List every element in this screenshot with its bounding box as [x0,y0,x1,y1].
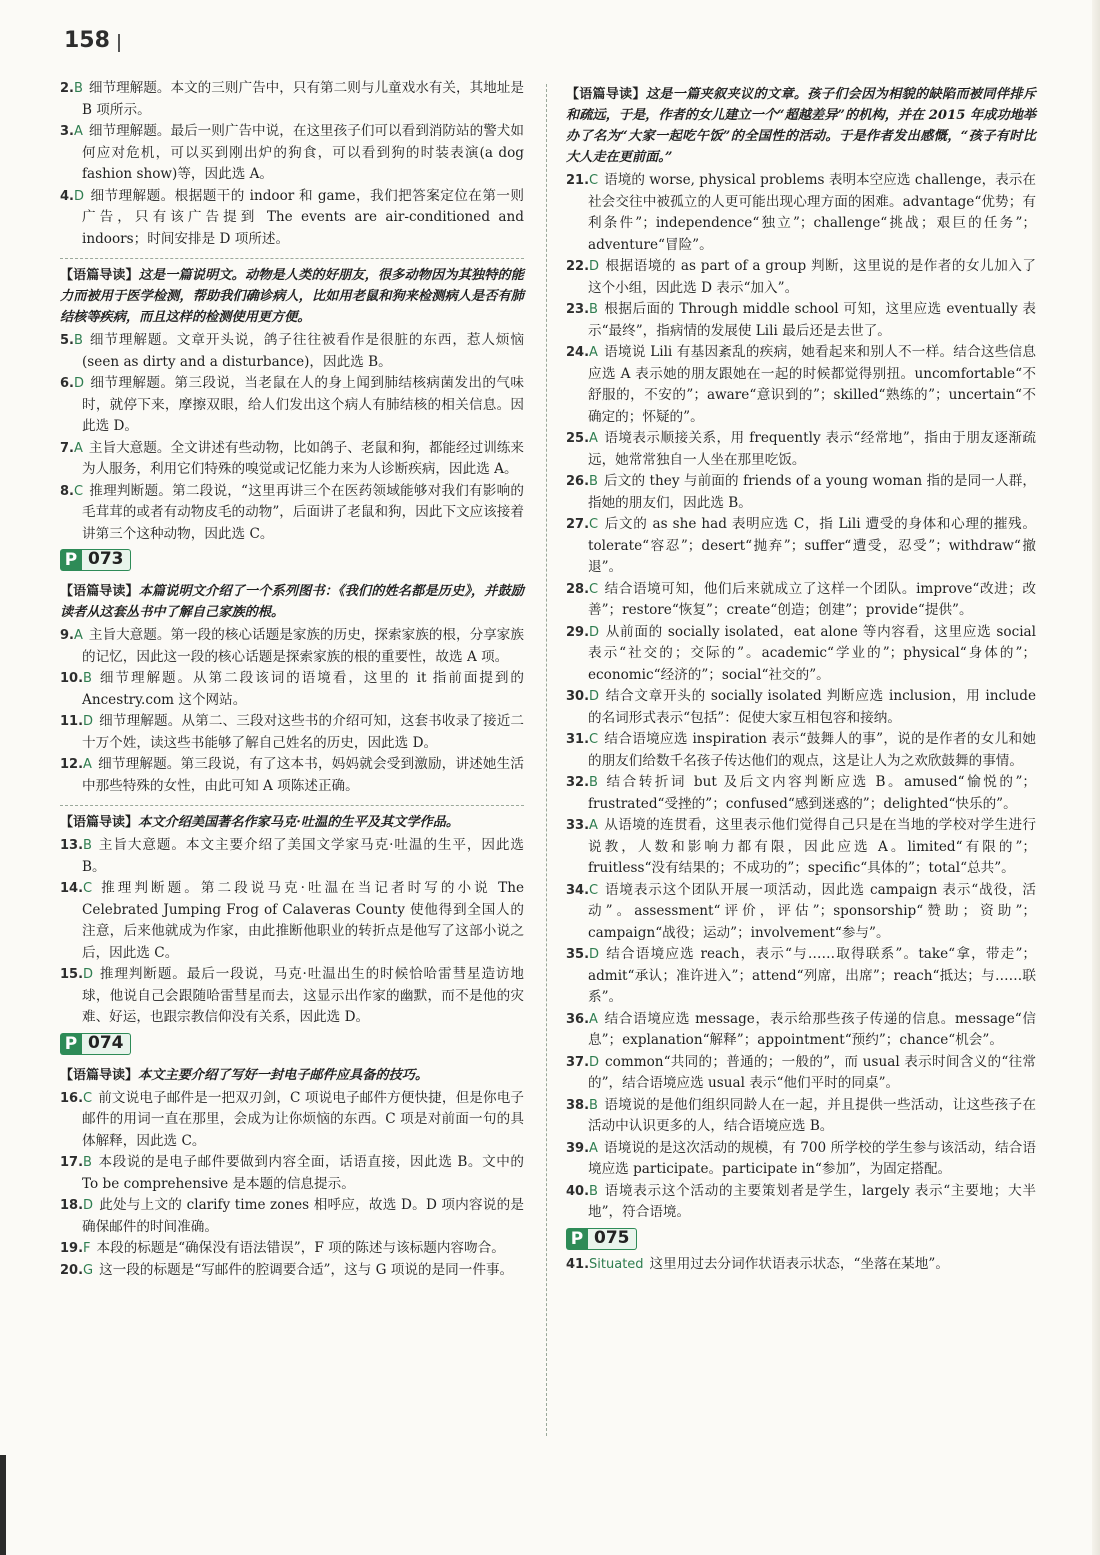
answer-item [60,373,524,438]
item-explanation: 细节理解题。从第二段该词的语境看，这里的 it 指前面提到的 Ancestry.com 这个网站。 [82,670,524,708]
item-answer: D [589,689,600,704]
item-answer: C [83,1090,93,1106]
item-explanation: 语境表示这个团队开展一项活动，因此选 campaign 表示“战役，活动”。assessment“评价，评估”；sponsorship“赞助；资助”；campaign“战役；运动”；involvement“参与”。 [588,881,1036,941]
answer-item [60,1238,524,1260]
item-answer: C [589,581,599,597]
page-number: 158 [64,28,110,53]
item-explanation: 语境表示顺接关系，用 frequently 表示“经常地”，指由于朋友逐渐疏远，她常常独自一人坐在那里吃饭。 [588,430,1036,468]
item-answer: C [589,517,599,532]
column-divider [546,84,547,1436]
answer-item [566,1181,1036,1224]
item-number: 11. [60,714,84,729]
item-answer: D [589,947,600,962]
section-code: 073 [82,549,131,571]
passage-guide-tag: 【语篇导读】 [60,268,139,283]
passage-guide [60,581,524,623]
item-number: 4. [60,188,74,204]
item-explanation: 这一段的标题是“写邮件的腔调要合适”，这与 G 项说的是同一件事。 [99,1261,514,1278]
item-answer: D [589,1054,600,1070]
item-answer: D [73,376,84,391]
answer-item [566,1138,1036,1181]
item-explanation: 细节理解题。本文的三则广告中，只有第二则与儿童戏水有关，其地址是 B 项所示。 [82,80,524,118]
answer-item [60,1088,524,1153]
item-explanation: 根据后面的 Through middle school 可知，这里应选 eventually 表示“最终”，指病情的发展使 Lili 最后还是去世了。 [588,301,1036,339]
item-explanation: 结合转折词 but 及后文内容判断应选 B。amused“愉悦的”；frustrated“受挫的”；confused“感到迷惑的”；delighted“快乐的”。 [588,774,1036,812]
passage-guide-tag: 【语篇导读】 [60,1067,139,1083]
item-number: 20. [60,1262,84,1278]
answer-item [60,711,524,754]
answer-item [60,330,524,373]
item-explanation: 语境表示这个活动的主要策划者是学生，largely 表示“主要地；大半地”，符合语境。 [588,1182,1036,1220]
item-number: 27. [566,517,590,532]
item-explanation: 细节理解题。第三段说，当老鼠在人的身上闻到肺结核病菌发出的气味时，就停下来，摩擦双眼，给人们发出这个病人有肺结核的相关信息。因此选 D。 [82,375,524,434]
item-number: 30. [566,689,590,704]
answer-item [60,668,524,711]
item-answer: D [83,714,94,729]
answer-item [60,625,524,668]
item-number: 23. [566,302,590,317]
item-explanation: 结合语境应选 inspiration 表示“鼓舞人的事”，说的是作者的女儿和她的朋友们给数千名孩子传达他们的观点，这是让人为之欢欣鼓舞的事情。 [588,731,1036,769]
answer-item [60,481,524,546]
item-number: 17. [60,1155,84,1170]
item-explanation: 结合文章开头的 socially isolated 判断应选 inclusion，用 include 的名词形式表示“包括”：促使大家互相包容和接纳。 [588,688,1036,726]
item-answer: C [589,882,599,898]
item-answer: A [73,628,83,643]
item-number: 29. [566,624,590,640]
item-number: 39. [566,1140,590,1156]
passage-guide-text: 这是一篇说明文。动物是人类的好朋友，很多动物因为其独特的能力而被用于医学检测，帮助我们确诊病人，比如用老鼠和狗来检测病人是否有肺结核等疾病，而且这样的检测使用更方便。 [60,268,524,325]
section-badge-icon: P [60,1033,82,1055]
item-number: 33. [566,818,590,833]
item-answer: B [73,81,83,96]
passage-guide [60,1065,524,1086]
answer-item [566,1052,1036,1095]
item-number: 13. [60,838,84,853]
item-number: 24. [566,345,590,360]
item-number: 10. [60,671,84,686]
left-column [60,78,524,1281]
answer-item [566,514,1036,579]
item-answer: A [589,1011,598,1027]
passage-guide-tag: 【语篇导读】 [60,584,139,599]
item-explanation: 本段说的是电子邮件要做到内容全面，话语直接，因此选 B。文中的 To be comprehensive 是本题的信息提示。 [82,1154,524,1192]
item-answer: D [589,259,600,274]
answer-item [60,78,524,121]
section-badge [60,549,131,571]
answer-item [60,835,524,878]
answer-item [60,964,524,1029]
item-answer: C [589,732,599,747]
item-answer: Situated [589,1256,644,1272]
section-badge-icon: P [60,549,82,571]
item-answer: B [83,838,92,853]
answer-item [566,686,1036,729]
item-answer: A [589,431,598,446]
item-explanation: 主旨大意题。本文主要介绍了美国文学家马克·吐温的生平，因此选 B。 [82,837,524,875]
item-explanation: 前文说电子邮件是一把双刃剑，C 项说电子邮件方便快捷，但是你电子邮件的用词一直在那里，会成为让你烦恼的东西。C 项是对前面一句的具体解释，因此选 C。 [82,1089,524,1149]
answer-item [566,256,1036,299]
passage-guide [566,84,1036,168]
passage-guide-text: 本篇说明文介绍了一个系列图书：《我们的姓名都是历史》，并鼓励读者从这套丛书中了解自己家族的根。 [60,584,524,620]
item-answer: B [589,775,598,790]
answer-item [60,1195,524,1238]
item-explanation: 推理判断题。第二段说马克·吐温在当记者时写的小说 The Celebrated Jumping Frog of Calaveras County 使他得到全国人的注意，后来他就成为作家，由此推断他职业的转折点是他写了这部小说之后，因此选 C。 [82,880,524,961]
passage-guide [60,265,524,328]
section-badge-icon: P [566,1228,588,1250]
item-number: 38. [566,1097,590,1113]
item-number: 31. [566,732,590,747]
item-number: 36. [566,1011,590,1027]
item-explanation: 细节理解题。文章开头说，鸽子往往被看作是很脏的东西，惹人烦恼(seen as dirty and a disturbance)，因此选 B。 [82,332,524,370]
item-answer: A [73,440,83,456]
item-answer: D [83,967,94,982]
item-answer: C [73,483,84,499]
item-explanation: 主旨大意题。第一段的核心话题是家族的历史，探索家族的根，分享家族的记忆，因此这一段的核心话题是探索家族的根的重要性，故选 A 项。 [82,627,524,665]
item-explanation: 后文的 they 与前面的 friends of a young woman 指的是同一人群，指她的朋友们，因此选 B。 [588,473,1036,511]
answer-item [566,299,1036,342]
item-explanation: 从前面的 socially isolated，eat alone 等内容看，这里应选 social 表示“社交的；交际的”。academic“学业的”；physical“身体的”；economic“经济的”；social“社交的”。 [588,623,1036,683]
answer-item [566,579,1036,622]
answer-item [566,170,1036,256]
item-answer: D [589,624,600,640]
right-column [566,78,1036,1275]
passage-guide-tag: 【语篇导读】 [60,815,139,830]
item-answer: D [73,188,84,204]
section-separator [60,805,524,806]
passage-guide-text: 本文介绍美国著名作家马克·吐温的生平及其文学作品。 [138,815,460,830]
item-answer: A [589,818,598,833]
item-number: 9. [60,628,74,643]
item-answer: A [589,345,598,360]
item-number: 32. [566,775,590,790]
item-number: 3. [60,124,74,139]
item-explanation: 细节理解题。第三段说，有了这本书，妈妈就会受到激励，讲述她生活中那些特殊的女性，由此可知 A 项陈述正确。 [82,756,524,794]
item-answer: A [83,757,92,772]
answer-item [566,342,1036,428]
passage-guide-text: 本文主要介绍了写好一封电子邮件应具备的技巧。 [138,1067,429,1083]
section-code: 074 [82,1033,131,1055]
item-explanation: 语境说的是他们组织同龄人在一起，并且提供一些活动，让这些孩子在活动中认识更多的人，结合语境应选 B。 [588,1096,1036,1134]
item-explanation: 推理判断题。第二段说，“这里再讲三个在医药领域能够对我们有影响的毛茸茸的或者有动物皮毛的动物”，后面讲了老鼠和狗，因此下文应该接着讲第三个这种动物，因此选 C。 [82,482,524,542]
answer-item [566,815,1036,880]
answer-item [566,880,1036,945]
answer-item [566,428,1036,471]
item-number: 5. [60,333,74,348]
answer-item [60,186,524,251]
item-number: 21. [566,173,590,188]
section-code: 075 [588,1228,637,1250]
item-explanation: 根据语境的 as part of a group 判断，这里说的是作者的女儿加入了这个小组，因此选 D 表示“加入”。 [588,258,1036,296]
item-explanation: 主旨大意题。全文讲述有些动物，比如鸽子、老鼠和狗，都能经过训练来为人服务，利用它们特殊的嗅觉或记忆能力来为人诊断疾病，因此选 A。 [82,439,524,477]
answer-item [566,1095,1036,1138]
item-number: 26. [566,474,590,489]
answer-item [566,729,1036,772]
answer-item [566,1254,1036,1276]
item-number: 35. [566,947,590,962]
passage-guide [60,812,524,833]
scan-edge [1092,0,1100,1555]
item-number: 25. [566,431,590,446]
item-explanation: 结合语境可知，他们后来就成立了这样一个团队。improve“改进；改善”；restore“恢复”；create“创造；创建”；provide“提供”。 [588,580,1036,618]
item-number: 41. [566,1256,590,1272]
answer-item [60,878,524,964]
passage-guide-tag: 【语篇导读】 [566,87,646,102]
header-rule [118,34,120,52]
item-answer: G [83,1262,94,1278]
item-answer: B [589,474,598,489]
section-badge [60,1033,131,1055]
item-number: 16. [60,1090,84,1106]
answer-item [566,944,1036,1009]
item-explanation: 细节理解题。最后一则广告中说，在这里孩子们可以看到消防站的警犬如何应对危机，可以买到刚出炉的狗食，可以看到狗的时装表演(a dog fashion show)等，因此选 A。 [82,123,524,182]
item-explanation: 这里用过去分词作状语表示状态，“坐落在某地”。 [649,1255,949,1272]
answer-item [60,1260,524,1282]
answer-item [566,1009,1036,1052]
item-explanation: 语境说的是这次活动的规模，有 700 所学校的学生参与该活动，结合语境应选 participate。participate in“参加”，为固定搭配。 [588,1139,1036,1177]
item-number: 19. [60,1241,84,1256]
answer-item [60,121,524,186]
item-answer: B [589,1183,598,1199]
answer-item [60,1152,524,1195]
item-answer: C [589,173,599,188]
item-number: 37. [566,1054,590,1070]
item-explanation: 从语境的连贯看，这里表示他们觉得自己只是在当地的学校对学生进行说教，人数和影响力都有限，因此应选 A。limited“有限的”；fruitless“没有结果的；不成功的”；specific“具体的”；total“总共”。 [588,817,1036,876]
item-explanation: 语境说 Lili 有基因紊乱的疾病，她看起来和别人不一样。结合这些信息应选 A 表示她的朋友跟她在一起的时候都觉得别扭。uncomfortable“不舒服的，不安的”；aware“意识到的”；skilled“熟练的”；uncertain“不确定的；怀疑的”。 [588,344,1036,425]
item-number: 12. [60,757,84,772]
item-explanation: 本段的标题是“确保没有语法错误”，F 项的陈述与该标题内容吻合。 [96,1240,505,1256]
item-explanation: common“共同的；普通的；一般的”，而 usual 表示时间含义的“往常的”，结合语境应选 usual 表示“他们平时的同桌”。 [588,1053,1036,1091]
item-number: 40. [566,1183,590,1199]
item-explanation: 结合语境应选 message，表示给那些孩子传递的信息。message“信息”；explanation“解释”；appointment“预约”；chance“机会”。 [588,1010,1036,1048]
item-number: 8. [60,483,74,499]
item-number: 15. [60,967,84,982]
section-badge [566,1228,637,1250]
item-number: 34. [566,882,590,898]
item-explanation: 此处与上文的 clarify time zones 相呼应，故选 D。D 项内容说的是确保邮件的时间准确。 [82,1197,524,1235]
item-explanation: 推理判断题。最后一段说，马克·吐温出生的时候恰哈雷彗星造访地球，他说自己会跟随哈雷彗星而去，这显示出作家的幽默，而不是他的灾难、好运，也跟宗教信仰没有关系，因此选 D。 [82,966,524,1025]
section-separator [60,258,524,259]
item-explanation: 细节理解题。根据题干的 indoor 和 game，我们把答案定位在第一则广告，只有该广告提到 The events are air-conditioned and indoors；时间安排是 D 项所述。 [82,187,524,247]
item-number: 14. [60,881,84,896]
item-answer: F [83,1241,91,1256]
item-number: 28. [566,581,590,597]
binding-edge [0,1455,6,1555]
item-number: 18. [60,1198,84,1213]
item-answer: B [83,671,92,686]
item-number: 2. [60,81,74,96]
item-answer: B [589,1097,598,1113]
item-answer: A [589,1140,598,1156]
answer-item [566,622,1036,687]
item-answer: B [83,1155,92,1170]
answer-item [60,438,524,481]
item-answer: C [83,881,93,896]
item-explanation: 后文的 as she had 表明应选 C，指 Lili 遭受的身体和心理的摧残。tolerate“容忍”；desert“抛弃”；suffer“遭受，忍受”；withdraw“撤退”。 [588,516,1036,575]
item-explanation: 细节理解题。从第二、三段对这些书的介绍可知，这套书收录了接近二十万个姓，读这些书能够了解自己姓名的历史，因此选 D。 [82,713,524,751]
item-explanation: 语境的 worse, physical problems 表明本空应选 challenge，表示在社会交往中被孤立的人更可能出现心理方面的困难。advantage“优势；有利条件”；independence“独立”；challenge“挑战；艰巨的任务”；adventure“冒险”。 [588,172,1036,253]
item-answer: A [73,124,83,139]
item-explanation: 结合语境应选 reach，表示“与……取得联系”。take“拿，带走”；admit“承认；准许进入”；attend“列席，出席”；reach“抵达；与……联系”。 [588,946,1036,1005]
item-answer: B [589,302,598,317]
answer-item [566,772,1036,815]
answer-item [60,754,524,797]
item-number: 7. [60,440,74,456]
answer-item [566,471,1036,514]
item-answer: B [73,333,83,348]
item-answer: D [83,1198,94,1213]
item-number: 6. [60,376,74,391]
item-number: 22. [566,259,590,274]
passage-guide-text: 这是一篇夹叙夹议的文章。孩子们会因为相貌的缺陷而被同伴排斥和疏远，于是，作者的女儿建立一个“超越差异”的机构，并在 2015 年成功地举办了名为“大家一起吃午饭”的全国性的活动。于是作者发出感慨，“孩子有时比大人走在更前面。” [566,87,1036,165]
